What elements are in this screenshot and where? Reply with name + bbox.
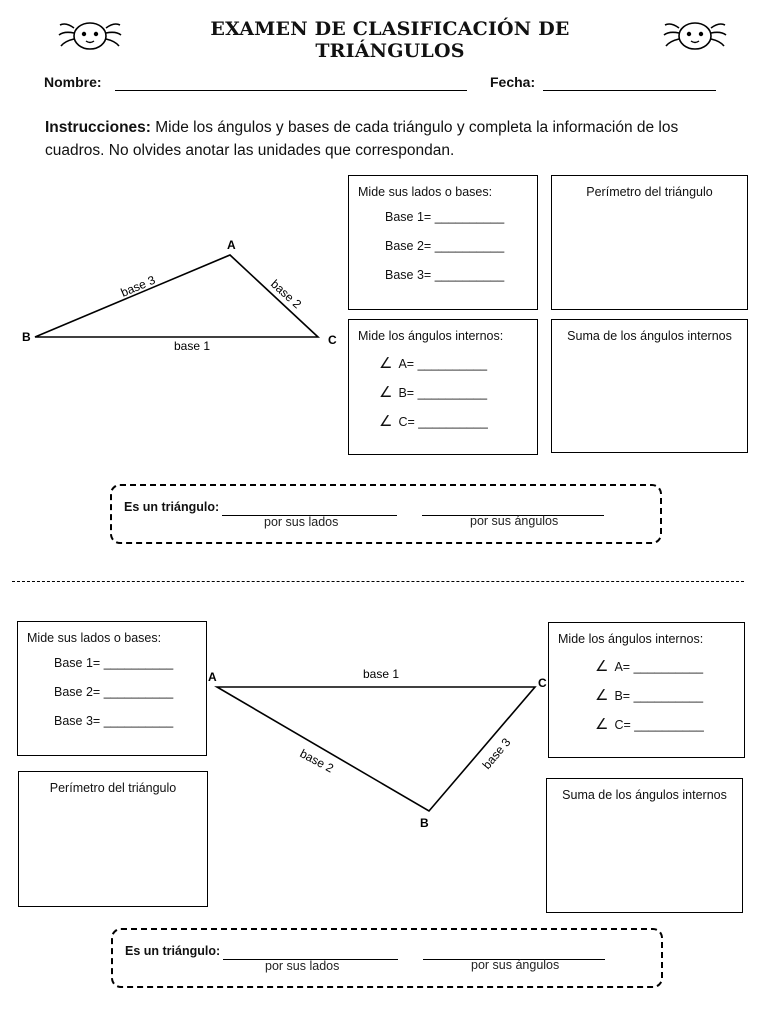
instructions-text: Mide los ángulos y bases de cada triángulo y completa la información de los cuadros. No olvides anotar las unidades que correspondan.	[45, 119, 679, 159]
sum-box-title: Suma de los ángulos internos	[562, 788, 727, 802]
sum-box-title: Suma de los ángulos internos	[567, 329, 732, 343]
sides-box-title: Mide sus lados o bases:	[358, 185, 493, 199]
page-title: EXAMEN DE CLASIFICACIÓN DE TRIÁNGULOS	[210, 18, 570, 62]
answer-label: Es un triángulo:	[124, 500, 220, 514]
angle-a-row[interactable]	[379, 354, 487, 372]
answer-angles-caption: por sus ángulos	[471, 958, 560, 972]
base2-row[interactable]: Base 2= __________	[385, 239, 505, 253]
angle-b-text: B= __________	[614, 689, 704, 703]
angles-box-1	[348, 319, 538, 455]
angle-c-row[interactable]	[379, 412, 488, 430]
angles-box-2	[548, 622, 745, 758]
vertex-a-label: A	[227, 238, 236, 252]
axolotl-icon	[660, 14, 730, 54]
base1-label: base 1	[174, 339, 211, 353]
angle-icon: ∠	[595, 687, 609, 704]
angle-a-text: A= __________	[614, 660, 704, 674]
sum-box-1[interactable]	[551, 319, 748, 453]
angle-b-row[interactable]	[595, 686, 703, 704]
instructions	[45, 116, 735, 162]
base1-row[interactable]: Base 1= __________	[385, 210, 505, 224]
base3-label: base 3	[479, 735, 514, 772]
sides-box-2	[17, 621, 207, 756]
vertex-c-label: C	[538, 676, 547, 690]
answer-box-1	[110, 484, 662, 544]
answer-box-2	[111, 928, 663, 988]
answer-sides-caption: por sus lados	[265, 959, 340, 973]
angle-c-row[interactable]	[595, 715, 704, 733]
angle-icon: ∠	[379, 355, 393, 372]
perimeter-box-title: Perímetro del triángulo	[49, 781, 177, 795]
sum-box-2[interactable]	[546, 778, 743, 913]
vertex-b-label: B	[22, 330, 31, 344]
base1-row[interactable]: Base 1= __________	[54, 656, 174, 670]
perimeter-box-1[interactable]	[551, 175, 748, 310]
answer-label: Es un triángulo:	[125, 944, 221, 958]
triangle-2-shape	[217, 687, 535, 811]
angle-b-text: B= __________	[398, 386, 488, 400]
angle-c-text: C= __________	[398, 415, 488, 429]
base3-label: base 3	[118, 272, 158, 300]
answer-angles-caption: por sus ángulos	[470, 514, 559, 528]
base2-row[interactable]: Base 2= __________	[54, 685, 174, 699]
triangle-1	[0, 230, 345, 360]
triangle-2	[205, 660, 550, 835]
instructions-label: Instrucciones:	[45, 119, 151, 136]
vertex-b-label: B	[420, 816, 429, 830]
sides-box-title: Mide sus lados o bases:	[27, 631, 162, 645]
angle-c-text: C= __________	[614, 718, 704, 732]
vertex-a-label: A	[208, 670, 217, 684]
base3-row[interactable]: Base 3= __________	[385, 268, 505, 282]
vertex-c-label: C	[328, 333, 337, 347]
angle-icon: ∠	[595, 658, 609, 675]
base2-label: base 2	[267, 276, 305, 312]
base3-row[interactable]: Base 3= __________	[54, 714, 174, 728]
sides-box-1	[348, 175, 538, 310]
base1-label: base 1	[363, 667, 400, 681]
angle-icon: ∠	[379, 384, 393, 401]
fecha-label: Fecha:	[490, 74, 536, 90]
section-divider	[12, 581, 744, 582]
nombre-field[interactable]	[115, 90, 467, 91]
triangle-1-shape	[35, 255, 318, 337]
angles-box-title: Mide los ángulos internos:	[558, 632, 704, 646]
fecha-field[interactable]	[543, 90, 716, 91]
perimeter-box-title: Perímetro del triángulo	[586, 185, 713, 199]
angle-b-row[interactable]	[379, 383, 487, 401]
angle-a-row[interactable]	[595, 657, 703, 675]
angles-box-title: Mide los ángulos internos:	[358, 329, 504, 343]
angle-a-text: A= __________	[398, 357, 488, 371]
angle-icon: ∠	[595, 716, 609, 733]
base2-label: base 2	[297, 746, 336, 776]
nombre-label: Nombre:	[44, 74, 102, 90]
axolotl-icon	[55, 14, 125, 54]
answer-sides-caption: por sus lados	[264, 515, 339, 529]
perimeter-box-2[interactable]	[18, 771, 208, 907]
angle-icon: ∠	[379, 413, 393, 430]
